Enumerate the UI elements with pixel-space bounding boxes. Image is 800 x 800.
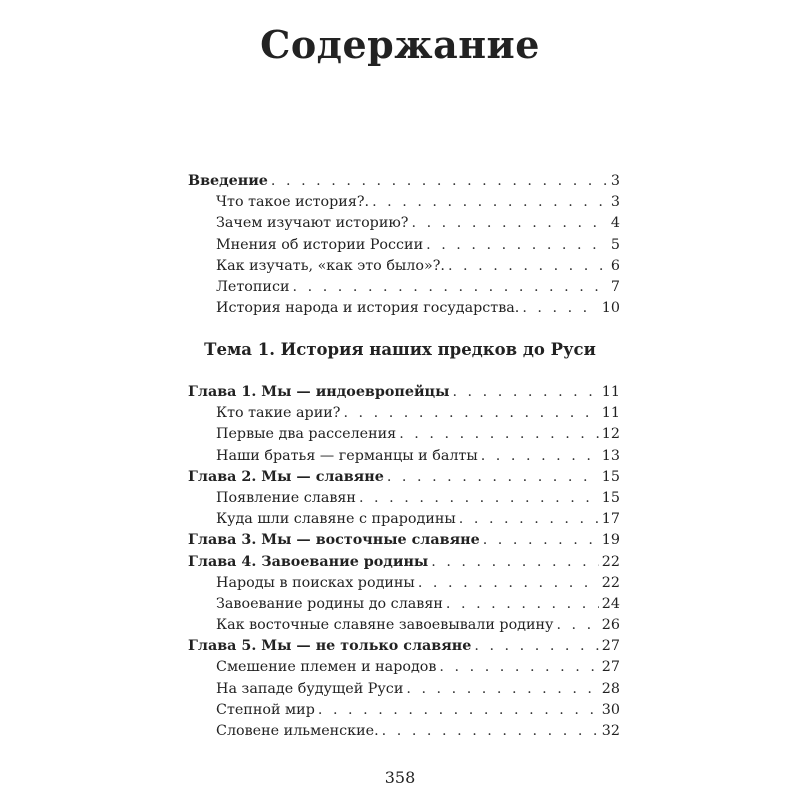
- toc-entry-page: 30: [601, 701, 620, 718]
- toc-chapter-entry: [188, 636, 620, 657]
- toc-entry-label: Глава 2. Мы — славяне: [188, 468, 384, 485]
- toc-entry-page: 24: [601, 595, 620, 612]
- toc-entry: [188, 235, 620, 256]
- dot-leader: [483, 530, 599, 551]
- dot-leader: [382, 721, 599, 742]
- dot-leader: [418, 573, 599, 594]
- dot-leader: [474, 636, 598, 657]
- toc-entry-label: Народы в поисках родины: [216, 574, 415, 591]
- toc-entry-page: 4: [610, 215, 620, 232]
- toc-chapter-entry: [188, 382, 620, 403]
- dot-leader: [446, 594, 599, 615]
- toc-entry: [188, 256, 620, 277]
- dot-leader: [399, 424, 599, 445]
- dot-leader: [372, 192, 608, 213]
- toc-entry: [188, 594, 620, 615]
- toc-entry-label: Мнения об истории России: [216, 236, 424, 253]
- toc-chapter-entry: [188, 552, 620, 573]
- dot-leader: [293, 277, 608, 298]
- toc-entry-page: 10: [601, 300, 620, 317]
- dot-leader: [387, 467, 599, 488]
- toc-entry: [188, 657, 620, 678]
- toc-entry-label: Глава 3. Мы — восточные славяне: [188, 532, 480, 549]
- toc-entry-page: 17: [601, 511, 620, 528]
- toc-entry: [188, 446, 620, 467]
- dot-leader: [406, 679, 598, 700]
- toc-entry: [188, 192, 620, 213]
- toc-entry-label: Введение: [188, 173, 268, 189]
- toc-entry: [188, 573, 620, 594]
- toc-entry-page: 7: [610, 278, 620, 295]
- toc-entry-label: История народа и история государства.: [216, 300, 520, 317]
- toc-entry-page: 12: [601, 426, 620, 443]
- toc-entry: [188, 213, 620, 234]
- toc-entry-page: 11: [601, 384, 620, 400]
- toc-entry-label: Первые два расселения: [216, 426, 397, 443]
- page-title: Содержание: [260, 22, 540, 67]
- dot-leader: [318, 700, 599, 721]
- toc-entry-label: Завоевание родины до славян: [216, 595, 443, 612]
- toc-entry: [188, 488, 620, 509]
- dot-leader: [452, 382, 598, 403]
- toc-intro-section: [188, 171, 620, 319]
- toc-entry-page: 11: [601, 405, 620, 422]
- toc-entry: [188, 424, 620, 445]
- toc-entry-page: 3: [610, 194, 620, 211]
- toc-entry-page: 3: [610, 173, 620, 189]
- toc-entry-page: 6: [610, 257, 620, 274]
- dot-leader: [343, 403, 598, 424]
- toc-entry: [188, 171, 620, 192]
- toc-entry-label: Степной мир: [216, 701, 315, 718]
- toc-entry: [188, 700, 620, 721]
- toc-entry-page: 15: [601, 468, 620, 485]
- toc-entry-label: Куда шли славяне с прародины: [216, 511, 456, 528]
- toc-entry-page: 27: [601, 659, 620, 676]
- toc-chapters-section: [188, 382, 620, 742]
- toc-entry-label: Кто такие арии?: [216, 405, 341, 422]
- toc-entry-page: 5: [610, 236, 620, 253]
- toc-entry-page: 15: [601, 489, 620, 506]
- toc-entry-label: На западе будущей Руси: [216, 680, 404, 697]
- toc-entry-page: 26: [601, 617, 620, 634]
- toc-entry-label: Глава 5. Мы — не только славяне: [188, 638, 472, 655]
- dot-leader: [556, 615, 598, 636]
- toc-entry-label: Глава 1. Мы — индоевропейцы: [188, 384, 450, 400]
- dot-leader: [431, 552, 599, 573]
- topic-heading: Тема 1. История наших предков до Руси: [204, 340, 596, 359]
- toc-entry-page: 13: [601, 447, 620, 464]
- dot-leader: [439, 657, 598, 678]
- toc-entry-label: Как изучать, «как это было»?.: [216, 257, 445, 274]
- toc-entry-label: Летописи: [216, 278, 290, 295]
- toc-entry: [188, 509, 620, 530]
- toc-entry-label: Появление славян: [216, 489, 356, 506]
- toc-entry-page: 22: [601, 553, 620, 570]
- toc-entry-label: Как восточные славяне завоевывали родину: [216, 617, 554, 634]
- dot-leader: [522, 298, 598, 319]
- dot-leader: [448, 256, 608, 277]
- toc-entry-label: Глава 4. Завоевание родины: [188, 553, 429, 570]
- toc-entry-label: Смешение племен и народов: [216, 659, 437, 676]
- dot-leader: [411, 213, 607, 234]
- toc-entry-page: 28: [601, 680, 620, 697]
- toc-entry-page: 27: [601, 638, 620, 655]
- toc-entry-label: Зачем изучают историю?: [216, 215, 409, 232]
- toc-entry-page: 32: [601, 723, 620, 739]
- dot-leader: [271, 171, 608, 192]
- toc-entry: [188, 298, 620, 319]
- dot-leader: [481, 446, 599, 467]
- toc-entry: [188, 679, 620, 700]
- toc-entry-page: 19: [601, 532, 620, 549]
- page-number: 358: [384, 768, 416, 787]
- dot-leader: [359, 488, 599, 509]
- dot-leader: [426, 235, 608, 256]
- toc-entry-label: Что такое история?.: [216, 194, 370, 211]
- toc-chapter-entry: [188, 530, 620, 551]
- toc-entry: [188, 277, 620, 298]
- toc-entry: [188, 615, 620, 636]
- toc-chapter-entry: [188, 467, 620, 488]
- dot-leader: [459, 509, 599, 530]
- toc-entry-label: Словене ильменские.: [216, 723, 379, 739]
- toc-entry: [188, 721, 620, 742]
- toc-entry: [188, 403, 620, 424]
- toc-entry-label: Наши братья — германцы и балты: [216, 447, 478, 464]
- toc-entry-page: 22: [601, 574, 620, 591]
